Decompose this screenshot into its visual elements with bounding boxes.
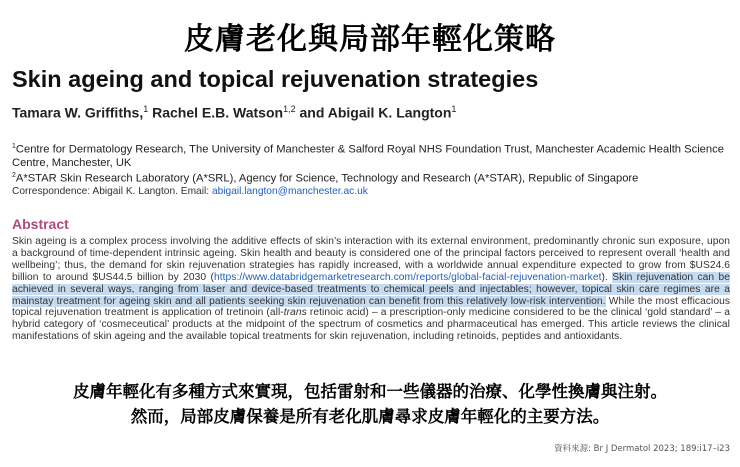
author-name: Tamara W. Griffiths, [12,104,144,121]
chinese-summary [0,379,740,429]
affiliation-text: Centre for Dermatology Research, The University of Manchester & Salford Royal NHS Foundation Trust, Manchester Academic Health Science Centre, Manchester, UK [12,143,724,170]
abstract-text: While the most efficacious topical rejuvenation treatment is application of tretinoin (all- [12,295,730,319]
market-report-link[interactable]: https://www.databridgemarketresearch.com/reports/global-facial-rejuvenation-market [213,271,602,283]
abstract-italic-text: trans [283,307,307,319]
abstract-heading: Abstract [12,216,69,232]
affiliation-mark: 2 [12,172,16,179]
author-affiliation-mark: 1 [451,104,457,114]
abstract-body [12,236,730,343]
correspondence-label: Correspondence: Abigail K. Langton. Email: [12,186,210,197]
author-affiliation-mark: 1 [143,104,149,114]
summary-line-1: 皮膚年輕化有多種方式來實現，包括雷射和一些儀器的治療、化學性換膚與注射。 [73,382,667,401]
affiliation-1 [12,140,724,171]
chinese-title: 皮膚老化與局部年輕化策略 [184,22,556,57]
abstract-text: Skin ageing is a complex process involving the additive effects of skin’s interaction with its external environment, predominantly chronic sun exposure, upon a background of time-dependent intrinsic ageing. Skin health and beauty is considered one of the principal factors perceived to represent overall ‘health and wellbeing’; thus, the demand for skin rejuvenation strategies has rapidly increased, with a worldwide annual expenditure expected to grow from $US24.6 billion to around $US44.5 billion by 2030 ( [12,236,730,283]
paper-title: Skin ageing and topical rejuvenation strategies [12,66,539,92]
abstract-text: retinoic acid) – a prescription-only medicine considered to be the clinical ‘gold standard’ – a hybrid category of ‘cosmeceutical’ products at the midpoint of the spectrum of cosmetics and pharmaceutical has emerged. This article reviews the clinical manifestations of skin ageing and the available topical treatments for skin rejuvenation, including retinoids, peptides and antioxidants. [12,307,730,343]
abstract-text: ). [601,271,613,283]
author-list [12,104,456,121]
source-citation: 資料來源: Br J Dermatol 2023; 189:i17–i23 [554,444,730,454]
highlighted-sentence: Skin rejuvenation can be achieved in several ways, ranging from laser and device-based treatments to chemical peels and injectables; however, topical skin care regimes are a mainstay treatment for ageing skin and all patients seeking skin rejuvenation can benefit from this relatively low-risk intervention. [12,271,730,307]
correspondence [12,186,368,197]
correspondence-email-link[interactable]: abigail.langton@manchester.ac.uk [211,186,368,197]
author-affiliation-mark: 1,2 [283,104,296,114]
author-name: and Abigail K. Langton [299,104,452,121]
affiliation-mark: 1 [12,143,16,150]
affiliation-text: A*STAR Skin Research Laboratory (A*SRL), Agency for Science, Technology and Research (A*STAR), Republic of Singapore [15,172,639,185]
summary-line-2: 然而，局部皮膚保養是所有老化肌膚尋求皮膚年輕化的主要方法。 [130,407,610,426]
author-name: Rachel E.B. Watson [152,104,284,121]
affiliation-2 [12,169,724,186]
